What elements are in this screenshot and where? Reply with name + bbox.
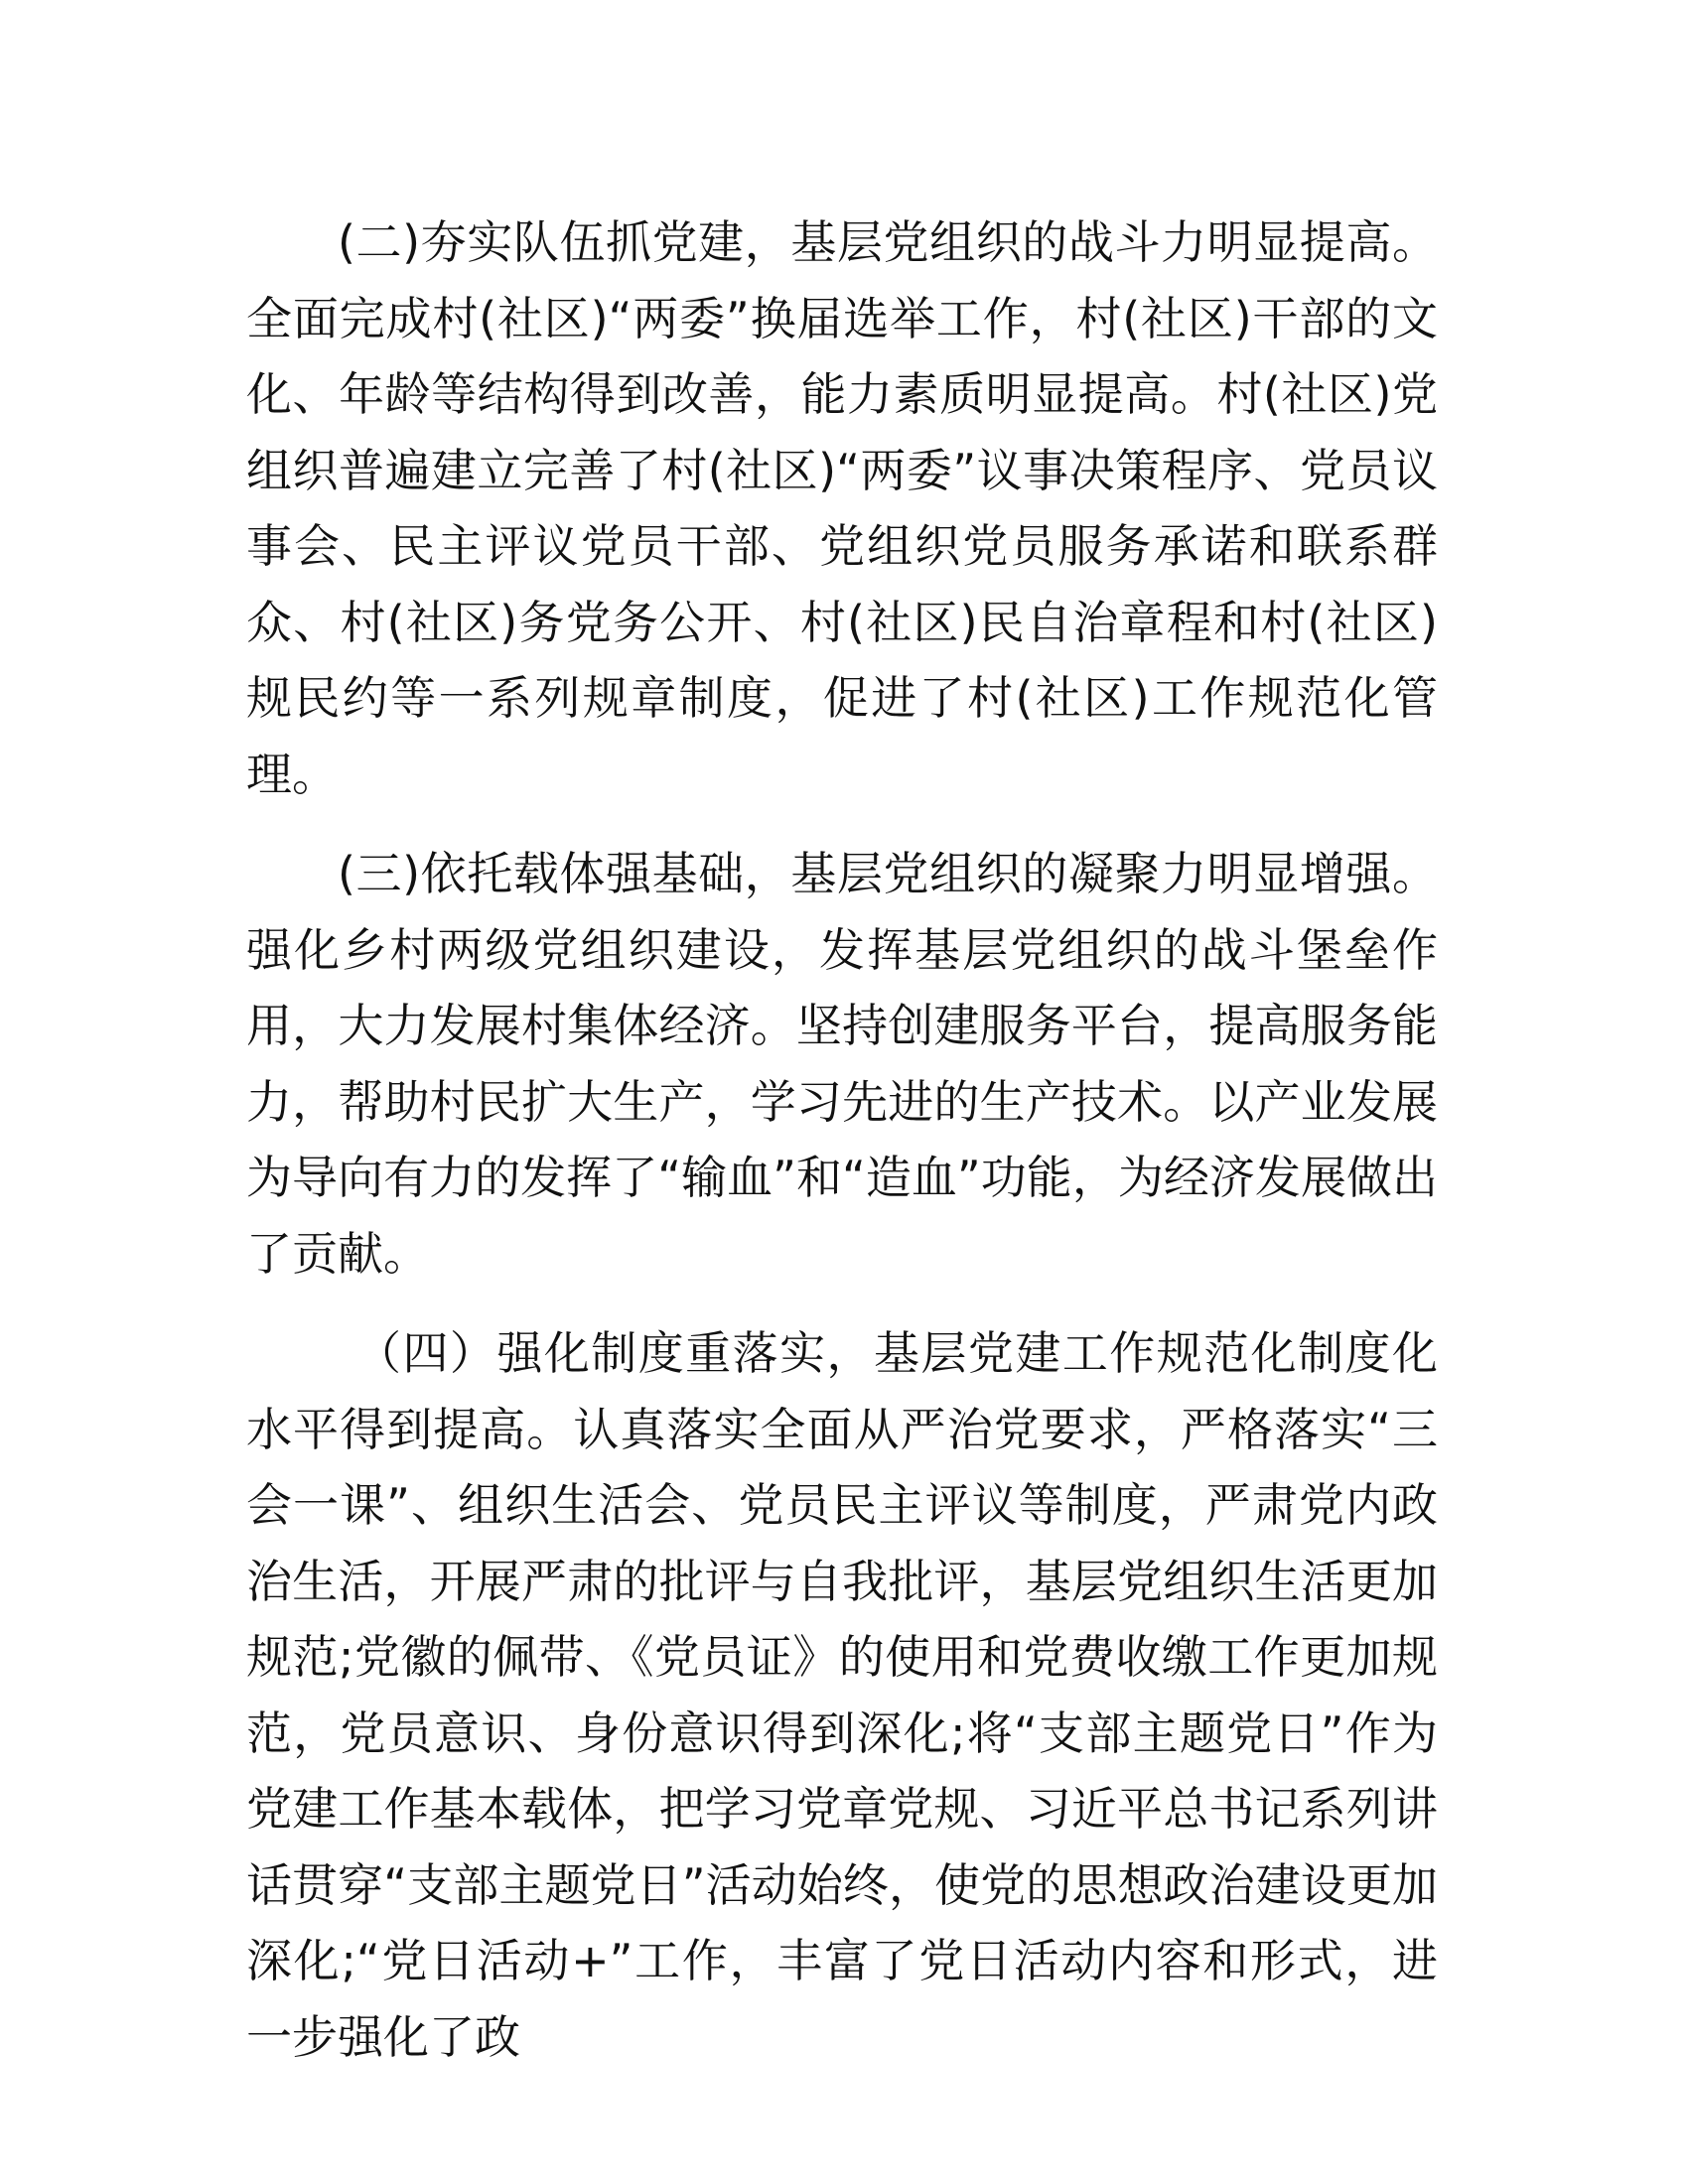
- paragraph-3: (三)依托载体强基础，基层党组织的凝聚力明显增强。强化乡村两级党组织建设，发挥基层党组织的战斗堡垒作用，大力发展村集体经济。坚持创建服务平台，提高服务能力，帮助村民扩大生产，学习先进的生产技术。以产业发展为导向有力的发挥了“输血”和“造血”功能，为经济发展做出了贡献。: [246, 847, 1438, 1281]
- paragraph-2: (二)夯实队伍抓党建，基层党组织的战斗力明显提高。全面完成村(社区)“两委”换届选举工作，村(社区)干部的文化、年龄等结构得到改善，能力素质明显提高。村(社区)党组织普遍建立完善了村(社区)“两委”议事决策程序、党员议事会、民主评议党员干部、党组织党员服务承诺和联系群众、村(社区)务党务公开、村(社区)民自治章程和村(社区)规民约等一系列规章制度，促进了村(社区)工作规范化管理。: [246, 215, 1438, 801]
- paragraph-4: （四）强化制度重落实，基层党建工作规范化制度化水平得到提高。认真落实全面从严治党要求，严格落实“三会一课”、组织生活会、党员民主评议等制度，严肃党内政治生活，开展严肃的批评与自我批评，基层党组织生活更加规范;党徽的佩带、《党员证》的使用和党费收缴工作更加规范，党员意识、身份意识得到深化;将“支部主题党日”作为党建工作基本载体，把学习党章党规、习近平总书记系列讲话贯穿“支部主题党日”活动始终，使党的思想政治建设更加深化;“党日活动+”工作，丰富了党日活动内容和形式，进一步强化了政: [246, 1326, 1438, 2064]
- document-page: [246, 205, 1438, 2075]
